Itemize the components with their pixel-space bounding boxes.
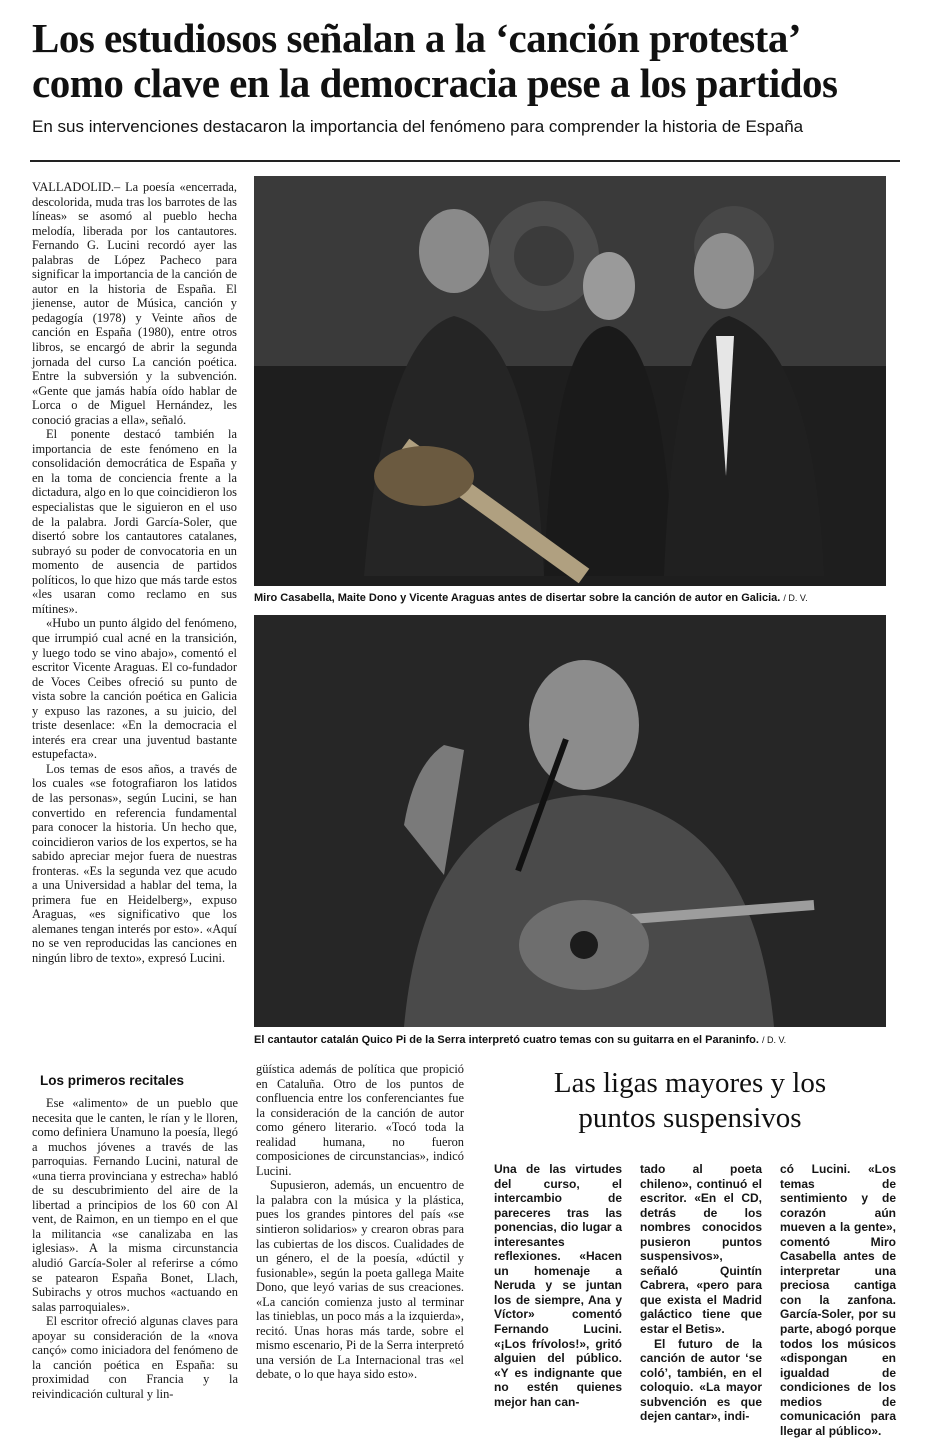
- photo-singer: [254, 615, 886, 1027]
- photo-credit: / D. V.: [761, 1035, 787, 1045]
- photo-credit: / D. V.: [783, 593, 808, 603]
- column-1-lower: [32, 1096, 238, 1401]
- headline-line-1: Los estudiosos señalan a la ‘canción protesta’: [32, 15, 801, 61]
- paragraph: [32, 180, 237, 427]
- section-heading: Los primeros recitales: [40, 1073, 185, 1088]
- paragraph: El escritor ofreció algunas claves para apoyar su consideración de la «nova cançó» como iniciadora del fenómeno de la canción poética en España: su proximidad con Francia y la reivindicación cultural y lin-: [32, 1314, 238, 1401]
- photo-image: [254, 615, 886, 1027]
- paragraph: güística además de política que propició en Cataluña. Otro de los puntos de confluencia entre los conferenciantes fue la consideración de la canción de autor como género literario. «Tocó toda la realidad humana, no fueron composiciones de circunstancias», indicó Lucini.: [256, 1062, 464, 1178]
- sidebar-title-line-2: puntos suspensivos: [578, 1102, 802, 1134]
- photo-image: [254, 176, 886, 586]
- paragraph: Los temas de esos años, a través de los cuales «se fotografiaron los latidos de las personas», según Lucini, se han convertido en referencia fundamental para conocer la historia. Un hecho que, coincidieron varios de los expertos, se ha sabido apreciar mejor fuera de nuestras fronteras. «Es la segunda vez que acudo a una Universidad a hablar del tema, la primera fue en Heidelberg», expuso Araguas, «es significativo que los alemanes tengan interés por esto». «Aquí no se ven reproducidas las canciones en ningún libro de texto», expresó Lucini.: [32, 761, 237, 965]
- sidebar-title: [480, 1066, 900, 1136]
- photo-1-caption: [254, 591, 894, 605]
- paragraph: có Lucini. «Los temas de sentimiento y de corazón aún mueven a la gente», comentó Miro Casabella antes de interpretar una preciosa cantiga con la zanfona. García-Soler, por su parte, abogó porque todos los músicos «dispongan en igualdad de condiciones de los medios de comunicación para llegar al público».: [780, 1162, 897, 1438]
- column-2-lower: [256, 1062, 464, 1382]
- photo-panelists: [254, 176, 886, 586]
- paragraph: «Hubo un punto álgido del fenómeno, que irrumpió cual acné en la transición, y luego todo se vino abajo», comentó el escritor Vicente Araguas. El co-fundador de Voces Ceibes ofreció su punto de vista sobre la canción poética en Galicia y expuso las razones, a su juicio, del triste desenlace: «En la democracia el interés era crear una juventud bastante estupefacta».: [32, 616, 237, 762]
- paragraph: Supusieron, además, un encuentro de la palabra con la música y la plástica, pues los grandes pintores del país «se sintieron solidarios» y crearon obras para las cubiertas de los discos. Cualidades de un género, el de la poesía, «dúctil y fusionable», según la poeta gallega Maite Dono, que leyó varias de sus creaciones. «La canción comienza justo al terminar las tinieblas, un poco más a la izquierda», recitó. Unas horas más tarde, sobre el mismo escenario, Pi de la Serra interpretó una versión de La Internacional tras «el debate, o lo que haya sido esto».: [256, 1178, 464, 1382]
- caption-text: El cantautor catalán Quico Pi de la Serra interpretó cuatro temas con su guitarra en el Paraninfo.: [254, 1034, 759, 1046]
- subheadline: En sus intervenciones destacaron la importancia del fenómeno para comprender la historia de España: [32, 117, 804, 136]
- top-divider: [30, 160, 900, 162]
- headline-line-2: como clave en la democracia pese a los partidos: [32, 60, 838, 106]
- paragraph: tado al poeta chileno», continuó el escritor. «En el CD, detrás de los nombres conocidos pusieron puntos suspensivos», señaló Quintín Cabrera, «pero para que exista el Madrid galáctico tiene que estar el Betis».: [640, 1162, 762, 1337]
- headline: [32, 16, 912, 106]
- paragraph: El futuro de la canción de autor ‘se coló’, también, en el coloquio. «La mayor subvención es que dejen cantar», indi-: [640, 1336, 762, 1424]
- paragraph: El ponente destacó también la importancia de este fenómeno en la consolidación democrática de España y en la toma de conciencia frente a la dictadura, algo en lo que coincidieron los especialistas que le siguieron en el uso de la palabra. Jordi García-Soler, que disertó sobre los cantautores catalanes, subrayó su poder de convocatoria en un momento de ausencia de partidos políticos, lo que hizo que más tarde estos «les usaran como reclamo en sus mítines».: [32, 427, 237, 616]
- column-1: [32, 180, 237, 966]
- sidebar-column-2: [640, 1162, 762, 1424]
- sidebar-column-1: [494, 1162, 622, 1409]
- sidebar-column-3: [780, 1162, 896, 1438]
- sidebar-title-line-1: Las ligas mayores y los: [553, 1067, 827, 1099]
- paragraph-text: La poesía «encerrada, descolorida, muda tras los barrotes de las líneas» se asomó al pueblo hecha melodía, liberada por los cantautores. Fernando G. Lucini recordó ayer las palabras de López Pacheco para significar la importancia de la canción de autor en la historia de España. El jienense, autor de Música, canción y pedagogía (1978) y Veinte años de canción en España (1980), entre otros libros, se encargó de abrir la segunda jornada del curso La canción poética. Entre la subversión y la subvención. «Gente que jamás había oído hablar de Lorca o de Miguel Hernández, les conoció gracias a ella», señaló.: [32, 180, 237, 427]
- paragraph: Una de las virtudes del curso, el intercambio de pareceres tras las ponencias, dio lugar a interesantes reflexiones. «Hacen un homenaje a Neruda y se juntan los de siempre, Ana y Víctor» comentó Fernando Lucini. «¡Los frívolos!», gritó alguien del público. «Y es indignante que no estén quienes mejor han can-: [494, 1162, 622, 1409]
- dateline: VALLADOLID.–: [32, 180, 121, 194]
- caption-text: Miro Casabella, Maite Dono y Vicente Araguas antes de disertar sobre la canción de autor en Galicia.: [254, 592, 781, 604]
- paragraph: Ese «alimento» de un pueblo que necesita que le canten, le rían y le lloren, como definiera Unamuno la poesía, llegó a muchos jóvenes a través de las parroquias. Fernando Lucini, natural de «una tierra provinciana y estrecha» habló de su descubrimiento del aire de la libertad a principios de los 60 con Al vent, de Raimon, en un tiempo en el que la militancia «se canalizaba en las iglesias». A la misma circunstancia aludió García-Soler al referirse a cómo se patearon España Bonet, Llach, Subirachs y otros muchos «actuando en salas parroquiales».: [32, 1096, 238, 1314]
- photo-2-caption: [254, 1033, 894, 1047]
